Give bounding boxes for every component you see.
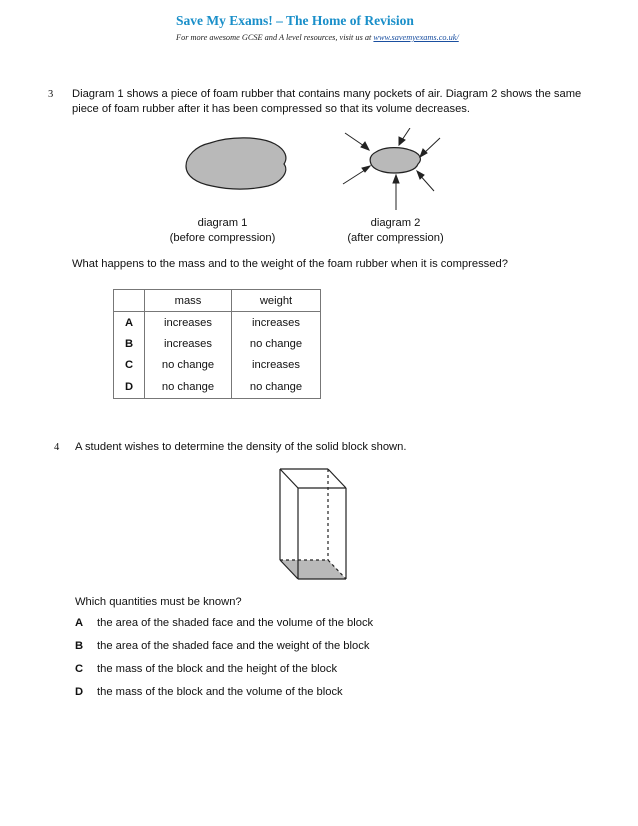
row-letter: B: [114, 333, 145, 354]
diagram-1-sublabel: (before compression): [169, 232, 276, 244]
mass-cell: no change: [145, 375, 232, 399]
table-row: [114, 312, 321, 334]
weight-cell: no change: [232, 375, 321, 399]
diagram-2-caption: [318, 216, 473, 246]
option-a: [75, 617, 373, 629]
weight-cell: increases: [232, 312, 321, 334]
table-header-row: [114, 290, 321, 312]
row-letter: C: [114, 354, 145, 375]
page-header-subtitle: [176, 33, 459, 42]
diagram-1-caption: [145, 216, 300, 246]
foam-blob-uncompressed: [186, 138, 286, 189]
foam-blob-compressed: [370, 148, 420, 173]
diagram-2-label: diagram 2: [370, 217, 421, 229]
question-4-number: 4: [54, 442, 60, 453]
column-header-weight: weight: [232, 290, 321, 312]
diagram-1-label: diagram 1: [197, 217, 248, 229]
column-header-mass: mass: [145, 290, 232, 312]
question-4-text: A student wishes to determine the density of the solid block shown.: [75, 441, 407, 453]
option-text: the mass of the block and the height of the block: [97, 663, 338, 675]
mass-cell: no change: [145, 354, 232, 375]
diagram-2-sublabel: (after compression): [347, 232, 444, 244]
option-d: [75, 686, 343, 698]
table-row: [114, 354, 321, 375]
solid-block-diagram: [276, 468, 352, 582]
question-3-number: 3: [48, 89, 54, 100]
table-row: [114, 375, 321, 399]
question-3-text: Diagram 1 shows a piece of foam rubber that contains many pockets of air. Diagram 2 shows the same piece of foam rubber after it has been compressed so that its volume decreases.: [72, 88, 582, 115]
option-letter: A: [75, 617, 84, 629]
option-c: [75, 663, 337, 675]
weight-cell: increases: [232, 354, 321, 375]
option-letter: B: [75, 640, 84, 652]
weight-cell: no change: [232, 333, 321, 354]
page-header-title: Save My Exams! – The Home of Revision: [176, 13, 414, 28]
option-text: the area of the shaded face and the weight of the block: [97, 640, 370, 652]
option-b: [75, 640, 369, 652]
option-text: the mass of the block and the volume of the block: [97, 686, 343, 698]
option-letter: C: [75, 663, 84, 675]
subtitle-text: For more awesome GCSE and A level resources, visit us at: [176, 33, 374, 42]
table-row: [114, 333, 321, 354]
mass-cell: increases: [145, 312, 232, 334]
option-letter: D: [75, 686, 84, 698]
website-link[interactable]: www.savemyexams.co.uk/: [373, 33, 459, 42]
question-4-prompt: Which quantities must be known?: [75, 596, 242, 608]
answer-table: [113, 289, 321, 399]
shaded-face: [280, 560, 346, 579]
row-letter: D: [114, 375, 145, 399]
row-letter: A: [114, 312, 145, 334]
mass-cell: increases: [145, 333, 232, 354]
question-3-prompt: What happens to the mass and to the weight of the foam rubber when it is compressed?: [72, 258, 508, 270]
foam-diagrams: [170, 128, 470, 218]
option-text: the area of the shaded face and the volume of the block: [97, 617, 374, 629]
